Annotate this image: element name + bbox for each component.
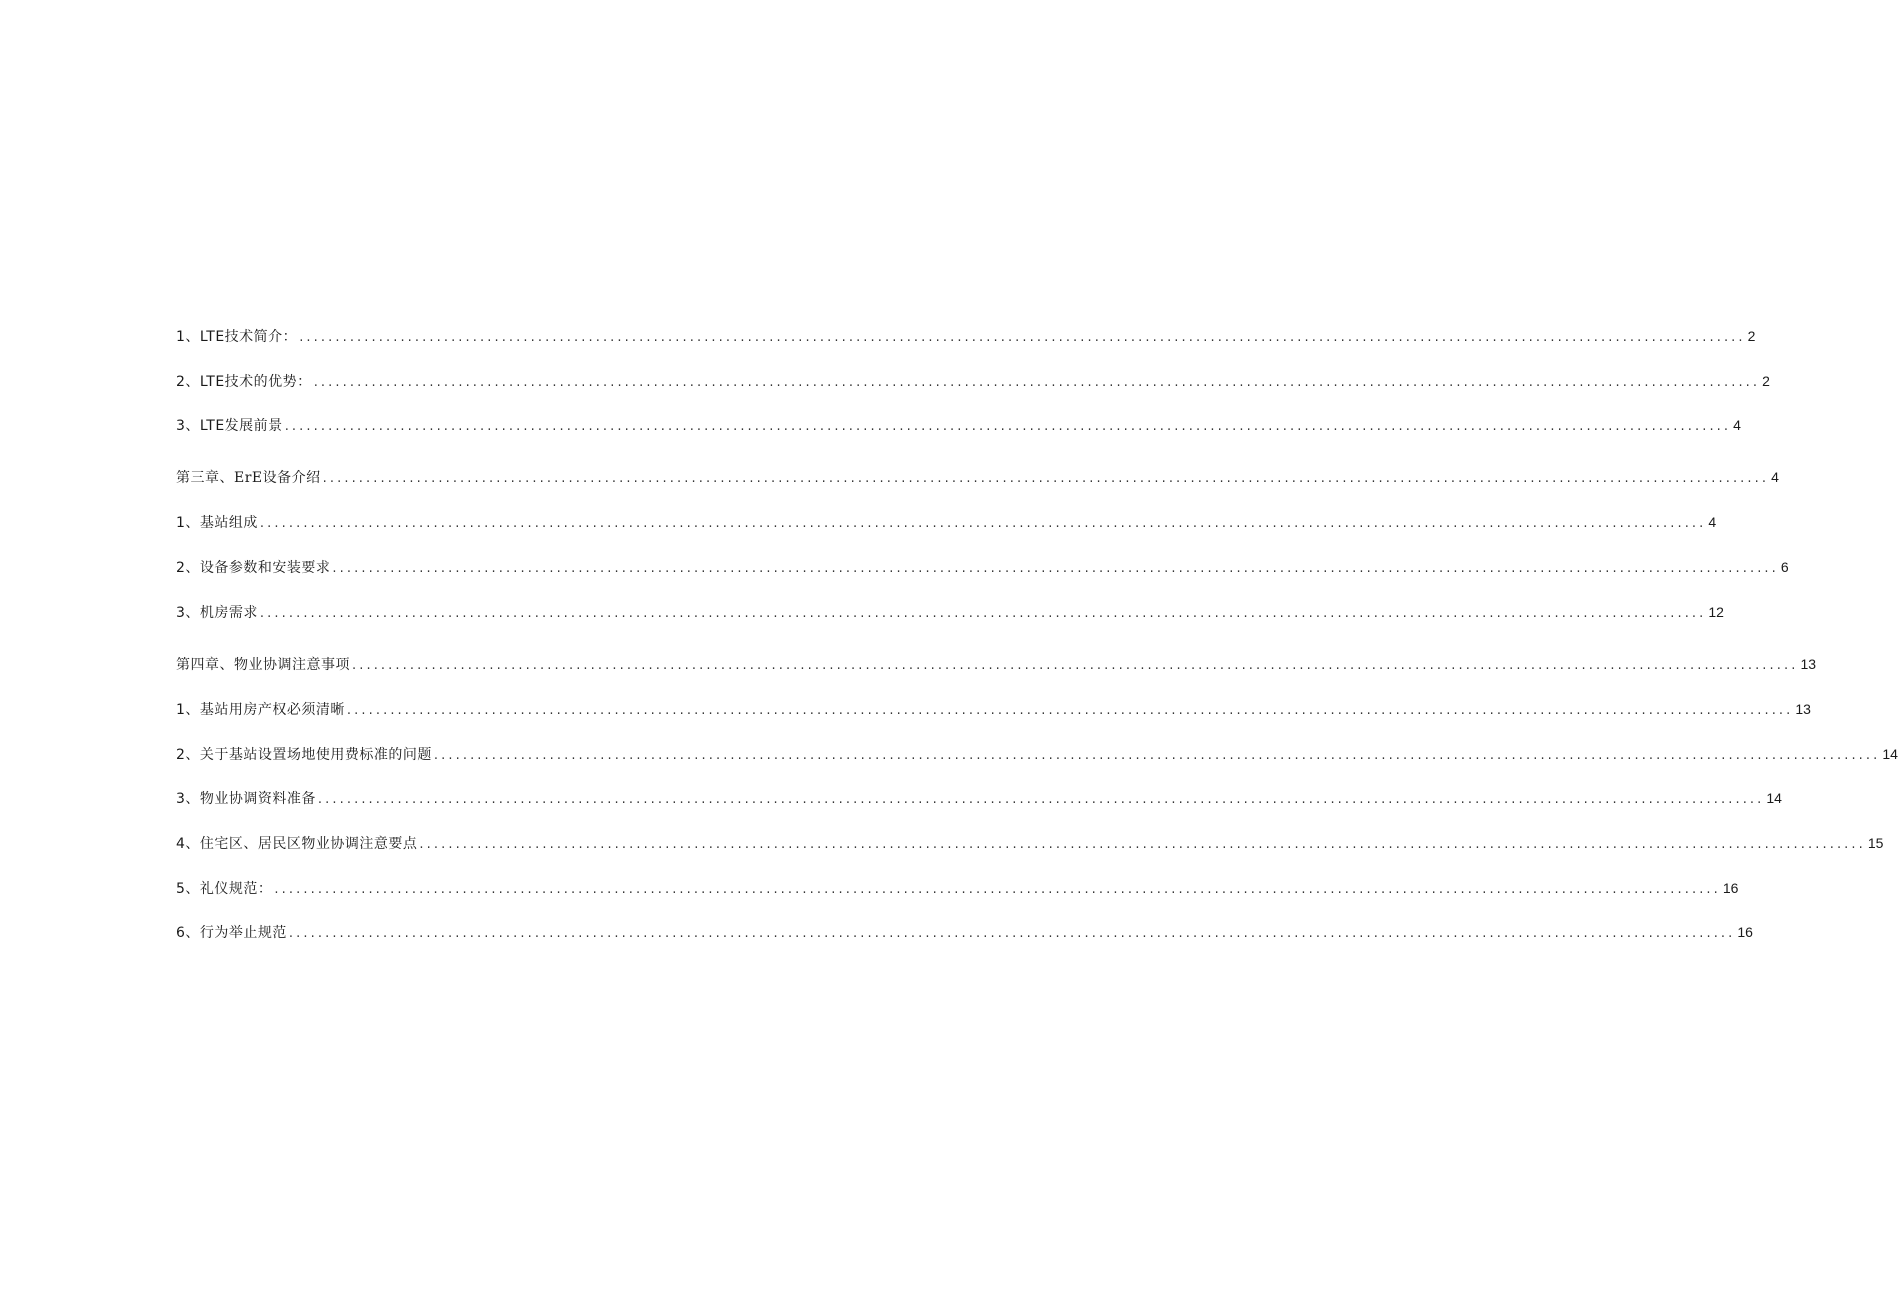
toc-dot-leader: ........................................................................................................................................................................................................ [259,606,1707,621]
toc-entry-title: 2、LTE技术的优势： [176,374,312,390]
toc-chapter-entry[interactable] [176,652,1817,676]
toc-entry-title: 6、行为举止规范 [176,925,287,941]
toc-entry[interactable] [176,510,1717,534]
toc-entry-page: 15 [1867,835,1884,851]
toc-dot-leader: ........................................................................................................................................................................................................ [433,748,1881,763]
toc-entry-page: 2 [1762,373,1770,389]
toc-entry-title: 1、LTE技术简介： [176,329,298,345]
toc-entry-title: 2、关于基站设置场地使用费标准的问题 [176,747,432,763]
toc-dot-leader: ........................................................................................................................................................................................................ [419,837,1866,852]
toc-entry-title: 3、LTE发展前景 [176,418,283,434]
toc-entry[interactable] [176,786,1782,810]
toc-entry-page: 6 [1780,559,1789,575]
toc-entry-page: 16 [1737,924,1753,940]
toc-entry-title: 1、基站组成 [176,515,258,531]
toc-entry-title: 2、设备参数和安装要求 [176,560,331,576]
toc-dot-leader: ........................................................................................................................................................................................................ [352,658,1799,673]
toc-entry[interactable] [176,600,1724,624]
toc-entry-page: 4 [1733,417,1741,433]
toc-entry-title: 5、礼仪规范： [176,881,273,897]
toc-entry[interactable] [176,555,1789,579]
toc-entry[interactable] [176,413,1741,437]
toc-dot-leader: ........................................................................................................................................................................................................ [288,926,1736,941]
toc-entry-title: 3、机房需求 [176,605,258,621]
toc-dot-leader: ........................................................................................................................................................................................................ [313,375,1761,390]
toc-entry[interactable] [176,697,1811,721]
toc-entry-title: 第四章、物业协调注意事项 [176,657,350,673]
toc-dot-leader: ........................................................................................................................................................................................................ [299,330,1746,345]
toc-entry[interactable] [176,920,1753,944]
toc-entry-page: 13 [1800,656,1817,672]
toc-entry-title: 4、住宅区、居民区物业协调注意要点 [176,836,418,852]
toc-entry-page: 12 [1708,604,1724,620]
toc-entry-title: 第三章、ErE设备介绍 [176,470,321,486]
toc-entry-page: 13 [1795,701,1811,717]
toc-entry-page: 14 [1882,746,1898,762]
toc-entry[interactable] [176,876,1739,900]
toc-entry[interactable] [176,369,1770,393]
toc-entry[interactable] [176,742,1898,766]
toc-entry[interactable] [176,831,1884,855]
toc-dot-leader: ........................................................................................................................................................................................................ [332,561,1779,576]
toc-entry-page: 14 [1766,790,1782,806]
toc-entry-title: 3、物业协调资料准备 [176,791,316,807]
toc-dot-leader: ........................................................................................................................................................................................................ [317,792,1765,807]
toc-dot-leader: ........................................................................................................................................................................................................ [322,471,1770,486]
toc-dot-leader: ........................................................................................................................................................................................................ [274,882,1721,897]
toc-entry[interactable] [176,324,1756,348]
toc-dot-leader: ........................................................................................................................................................................................................ [346,703,1794,718]
toc-entry-page: 4 [1708,514,1717,530]
toc-entry-page: 2 [1747,328,1756,344]
toc-dot-leader: ........................................................................................................................................................................................................ [284,419,1732,434]
toc-entry-page: 16 [1722,880,1739,896]
toc-chapter-entry[interactable] [176,465,1779,489]
toc-entry-title: 1、基站用房产权必须清晰 [176,702,345,718]
toc-entry-page: 4 [1771,469,1779,485]
toc-dot-leader: ........................................................................................................................................................................................................ [259,516,1707,531]
